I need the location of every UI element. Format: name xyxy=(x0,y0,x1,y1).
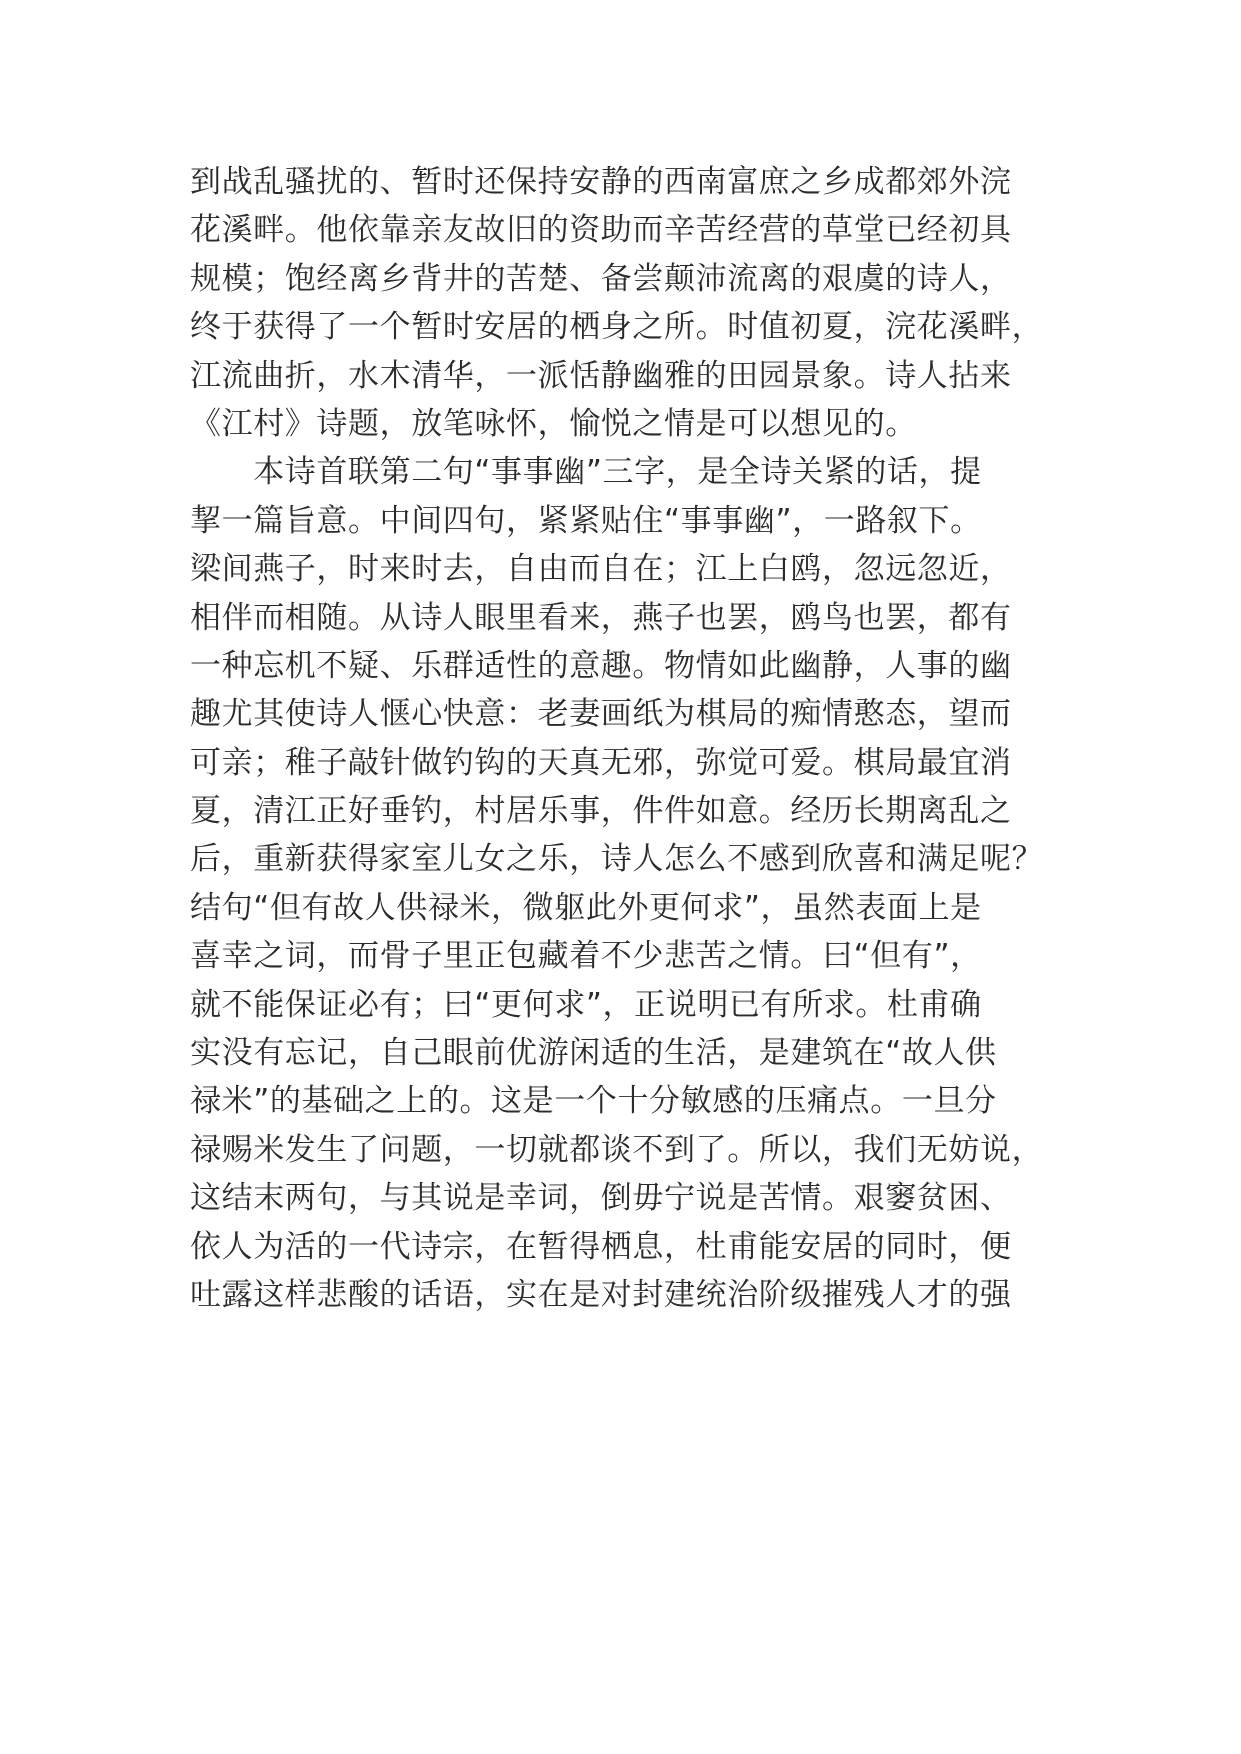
text-line: 花溪畔。他依靠亲友故旧的资助而辛苦经营的草堂已经初具 xyxy=(190,212,1012,249)
text-line: 可亲；稚子敲针做钓钩的天真无邪，弥觉可爱。棋局最宜消 xyxy=(190,744,1012,781)
text-line: 实没有忘记，自己眼前优游闲适的生活，是建筑在“故人供 xyxy=(190,1035,997,1072)
paragraph-start-line: 本诗首联第二句“事事幽”三字，是全诗关紧的话，提 xyxy=(190,454,982,491)
text-line: 夏，清江正好垂钓，村居乐事，件件如意。经历长期离乱之 xyxy=(190,793,1012,830)
text-line: 禄米”的基础之上的。这是一个十分敏感的压痛点。一旦分 xyxy=(190,1083,997,1120)
text-line: 终于获得了一个暂时安居的栖身之所。时值初夏，浣花溪畔， xyxy=(190,309,1044,346)
text-line: 这结末两句，与其说是幸词，倒毋宁说是苦情。艰窭贫困、 xyxy=(190,1180,1012,1217)
text-line: 趣尤其使诗人惬心快意：老妻画纸为棋局的痴情憨态，望而 xyxy=(190,696,1012,733)
text-line: 挈一篇旨意。中间四句，紧紧贴住“事事幽”，一路叙下。 xyxy=(190,502,982,539)
text-line: 一种忘机不疑、乐群适性的意趣。物情如此幽静，人事的幽 xyxy=(190,647,1012,684)
text-line: 相伴而相随。从诗人眼里看来，燕子也罢，鸥鸟也罢，都有 xyxy=(190,599,1012,636)
text-line: 《江村》诗题，放笔咏怀，愉悦之情是可以想见的。 xyxy=(190,405,917,442)
text-line: 吐露这样悲酸的话语，实在是对封建统治阶级摧残人才的强 xyxy=(190,1276,1012,1313)
text-line: 依人为活的一代诗宗，在暂得栖息，杜甫能安居的同时，便 xyxy=(190,1228,1012,1265)
text-line: 结句“但有故人供禄米，微躯此外更何求”，虽然表面上是 xyxy=(190,889,982,926)
body-text xyxy=(190,158,1070,1319)
text-line: 到战乱骚扰的、暂时还保持安静的西南富庶之乡成都郊外浣 xyxy=(190,164,1012,200)
text-line: 后，重新获得家室儿女之乐，诗人怎么不感到欣喜和满足呢？ xyxy=(190,841,1044,878)
text-line: 禄赐米发生了问题，一切就都谈不到了。所以，我们无妨说， xyxy=(190,1131,1044,1168)
text-line: 规模；饱经离乡背井的苦楚、备尝颠沛流离的艰虞的诗人， xyxy=(190,260,1012,297)
text-line: 就不能保证必有；曰“更何求”，正说明已有所求。杜甫确 xyxy=(190,986,982,1023)
text-line: 江流曲折，水木清华，一派恬静幽雅的田园景象。诗人拈来 xyxy=(190,357,1012,394)
text-line: 梁间燕子，时来时去，自由而自在；江上白鸥，忽远忽近， xyxy=(190,551,1012,588)
text-line: 喜幸之词，而骨子里正包藏着不少悲苦之情。曰“但有”， xyxy=(190,938,982,975)
